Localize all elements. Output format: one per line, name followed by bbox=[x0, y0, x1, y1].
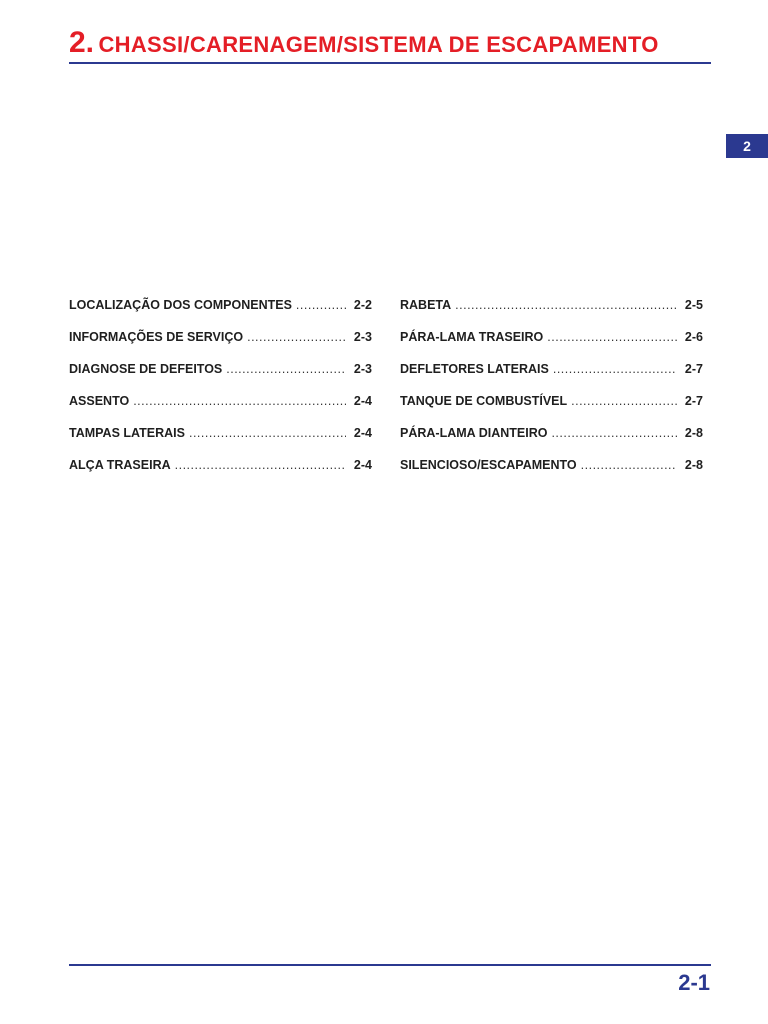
toc-entry-label: RABETA bbox=[400, 298, 452, 312]
toc-entry-label: TAMPAS LATERAIS bbox=[69, 426, 185, 440]
toc-entry-page: 2-8 bbox=[684, 426, 703, 440]
toc-entry[interactable] bbox=[400, 298, 703, 330]
toc-entry[interactable] bbox=[69, 330, 372, 362]
toc-entry-label: LOCALIZAÇÃO DOS COMPONENTES bbox=[69, 298, 292, 312]
toc-entry-label: DIAGNOSE DE DEFEITOS bbox=[69, 362, 223, 376]
toc-leader-dots bbox=[455, 298, 677, 312]
toc-entry-page: 2-4 bbox=[353, 458, 372, 472]
toc-entry[interactable] bbox=[69, 426, 372, 458]
toc-leader-dots bbox=[175, 458, 346, 472]
toc-entry-page: 2-3 bbox=[353, 362, 372, 376]
toc-leader-dots bbox=[247, 330, 346, 344]
toc-entry-page: 2-4 bbox=[353, 426, 372, 440]
chapter-number: 2. bbox=[69, 26, 95, 59]
toc-entry-page: 2-6 bbox=[684, 330, 703, 344]
chapter-title: CHASSI/CARENAGEM/SISTEMA DE ESCAPAMENTO bbox=[98, 32, 659, 57]
toc-leader-dots bbox=[296, 298, 346, 312]
chapter-header bbox=[69, 26, 711, 64]
toc-leader-dots bbox=[581, 458, 677, 472]
toc-leader-dots bbox=[547, 330, 677, 344]
chapter-tab: 2 bbox=[726, 134, 768, 158]
toc-entry[interactable] bbox=[69, 394, 372, 426]
toc-entry-label: PÁRA-LAMA DIANTEIRO bbox=[400, 426, 548, 440]
toc-entry-label: INFORMAÇÕES DE SERVIÇO bbox=[69, 330, 244, 344]
toc-leader-dots bbox=[571, 394, 677, 408]
toc-entry-label: ASSENTO bbox=[69, 394, 130, 408]
toc-entry[interactable] bbox=[400, 330, 703, 362]
footer-divider bbox=[69, 964, 711, 966]
toc-entry[interactable] bbox=[69, 362, 372, 394]
page-number: 2-1 bbox=[678, 970, 710, 995]
toc-entry[interactable] bbox=[400, 426, 703, 458]
toc-leader-dots bbox=[551, 426, 676, 440]
toc-leader-dots bbox=[226, 362, 346, 376]
toc-entry-page: 2-7 bbox=[684, 394, 703, 408]
toc-entry-page: 2-5 bbox=[684, 298, 703, 312]
toc-entry-page: 2-4 bbox=[353, 394, 372, 408]
toc-entry-label: PÁRA-LAMA TRASEIRO bbox=[400, 330, 544, 344]
toc-entry-label: SILENCIOSO/ESCAPAMENTO bbox=[400, 458, 577, 472]
toc-left-column bbox=[69, 298, 372, 490]
toc-leader-dots bbox=[133, 394, 346, 408]
toc-entry[interactable] bbox=[69, 298, 372, 330]
toc-entry-page: 2-2 bbox=[353, 298, 372, 312]
toc-right-column bbox=[400, 298, 703, 490]
toc-entry[interactable] bbox=[400, 458, 703, 490]
toc-entry-label: DEFLETORES LATERAIS bbox=[400, 362, 549, 376]
toc-leader-dots bbox=[553, 362, 677, 376]
toc-entry-label: TANQUE DE COMBUSTÍVEL bbox=[400, 394, 568, 408]
toc-entry-label: ALÇA TRASEIRA bbox=[69, 458, 171, 472]
toc-entry-page: 2-8 bbox=[684, 458, 703, 472]
toc-leader-dots bbox=[189, 426, 346, 440]
toc-entry[interactable] bbox=[400, 394, 703, 426]
toc-entry[interactable] bbox=[400, 362, 703, 394]
toc-entry[interactable] bbox=[69, 458, 372, 490]
toc-entry-page: 2-3 bbox=[353, 330, 372, 344]
toc-entry-page: 2-7 bbox=[684, 362, 703, 376]
